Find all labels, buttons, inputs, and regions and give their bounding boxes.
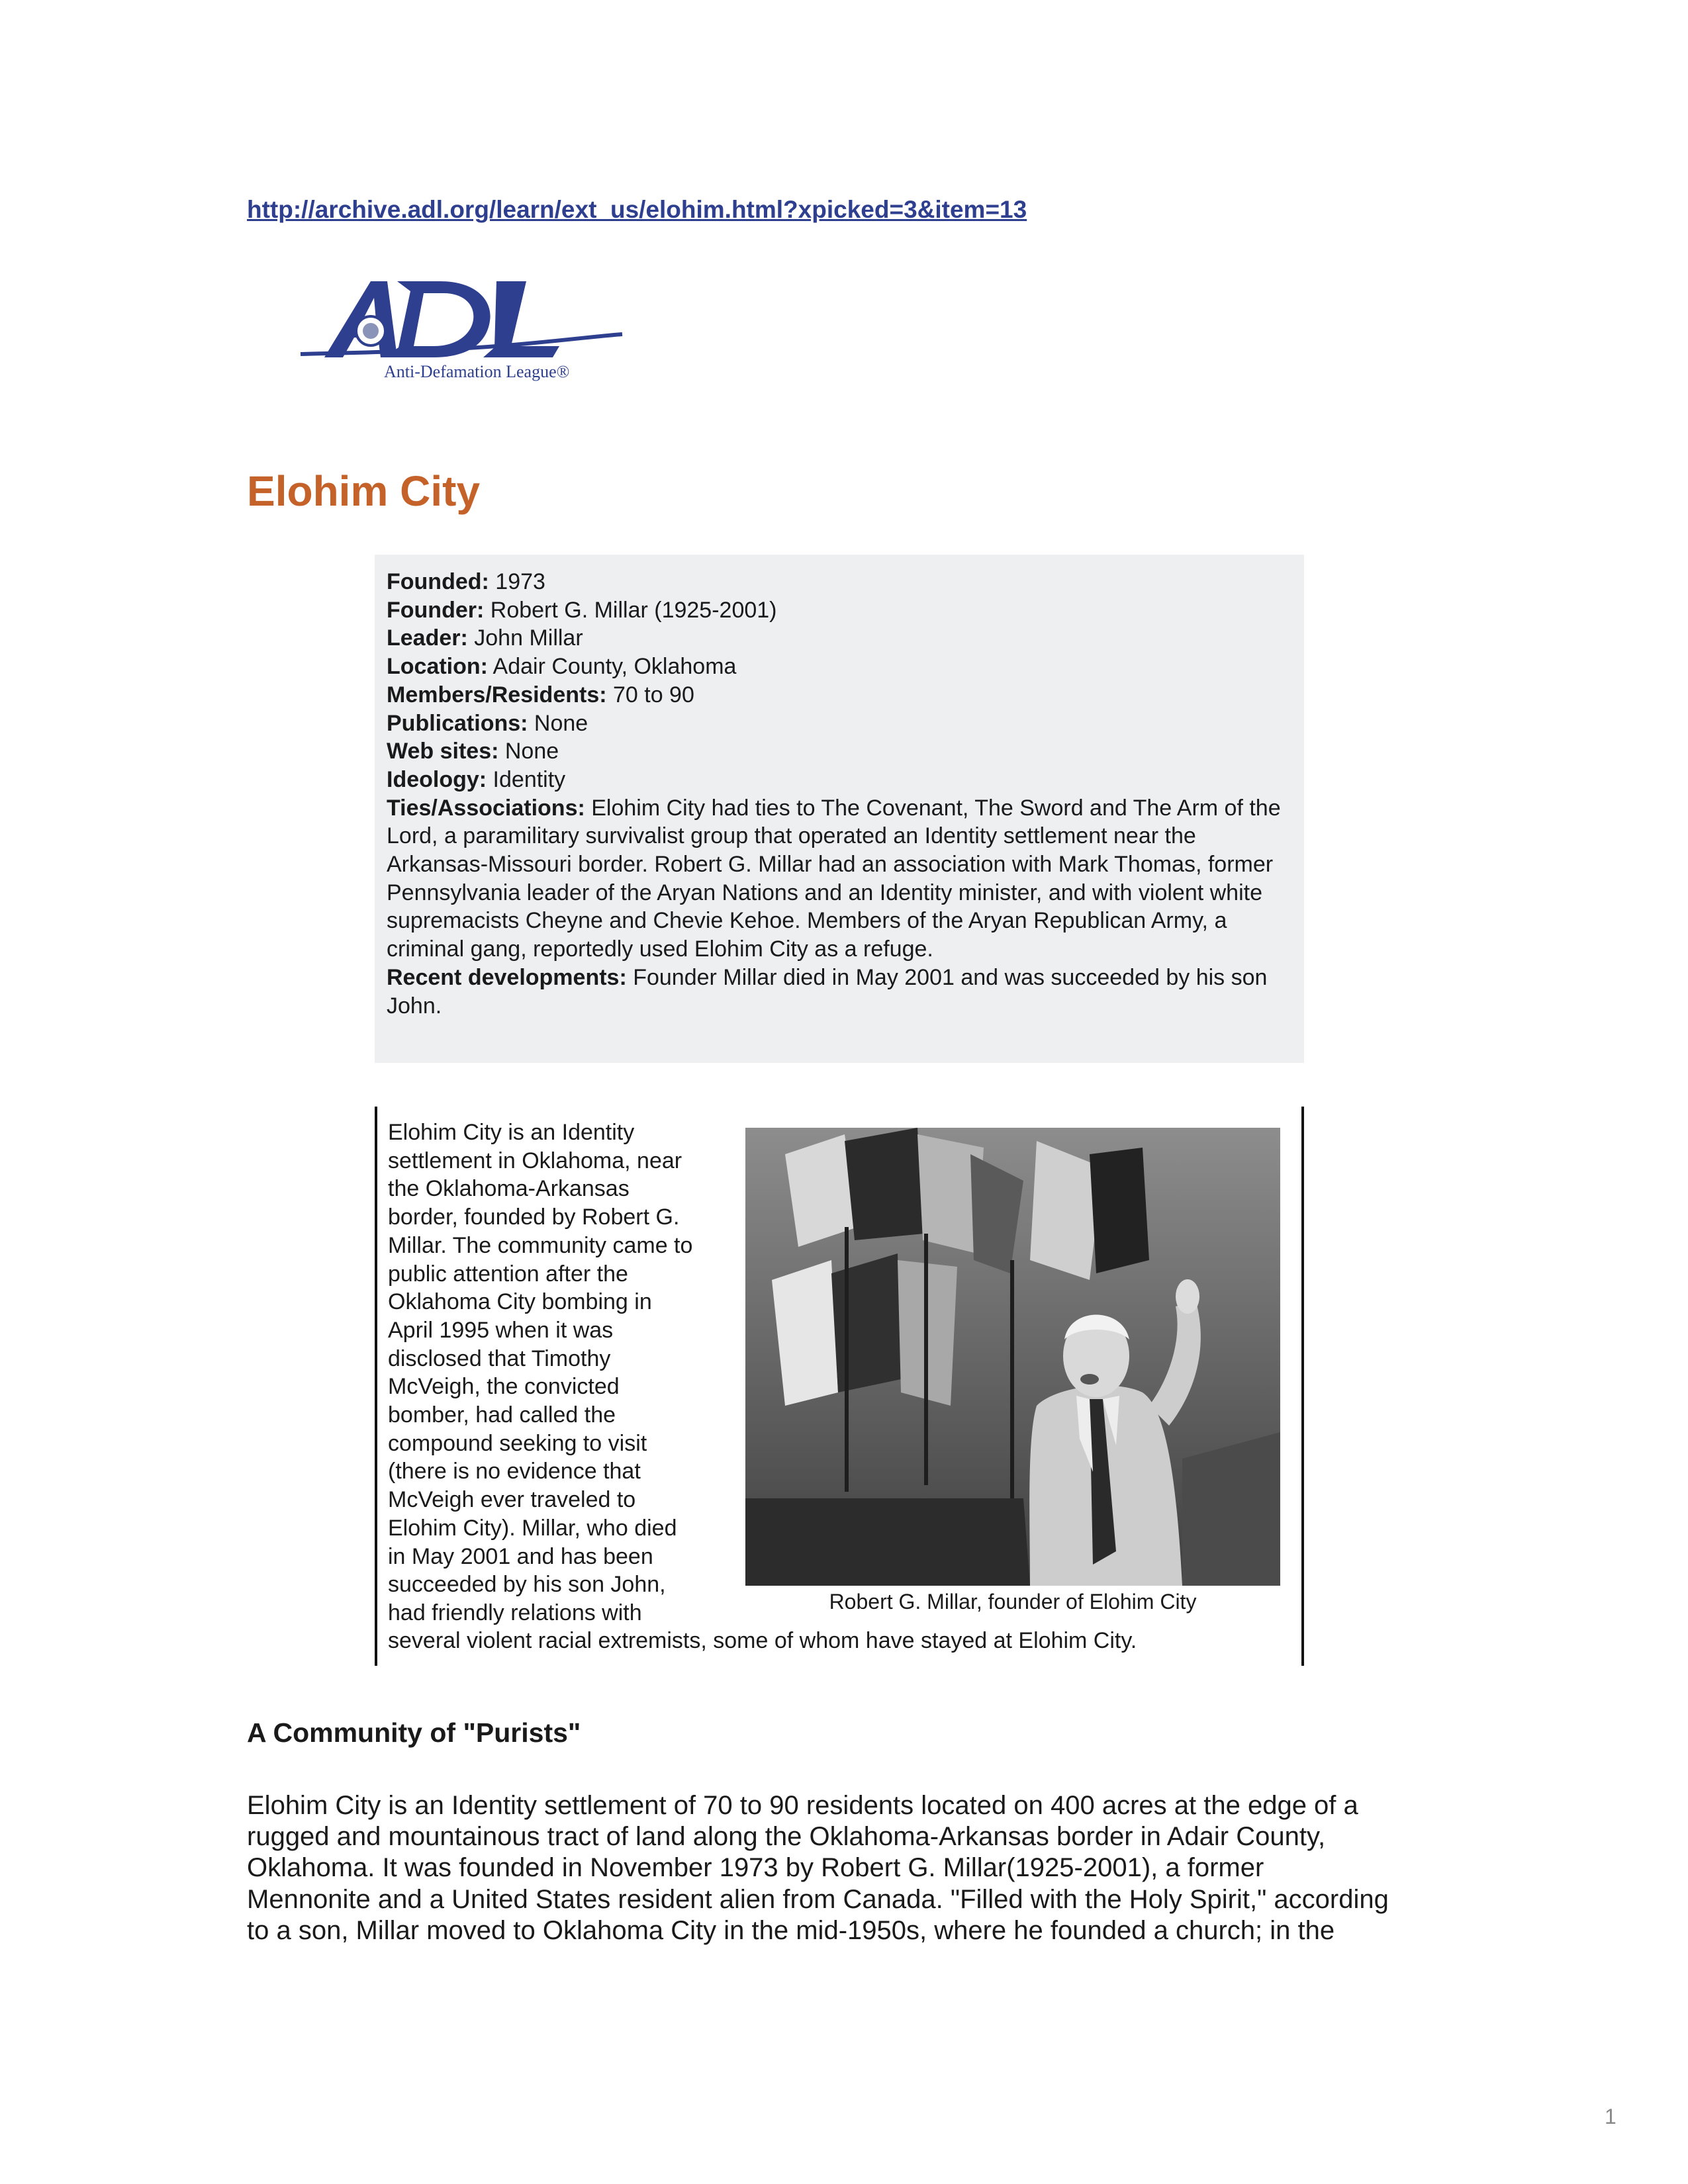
body-paragraph: Elohim City is an Identity settlement of 70 to 90 residents located on 400 acres at the edge of a rugged and mountainous tract of land along the Oklahoma-Arkansas border in Adair County, Oklahoma. It was founded in November 1973 by Robert G. Millar(1925-2001), a former Mennonite and a United States resident alien from Canada. "Filled with the Holy Spirit," according to a son, Millar moved to Oklahoma City in the mid-1950s, where he founded a church; in the	[247, 1791, 1389, 1945]
fact-row	[387, 737, 1291, 766]
fact-value: Adair County, Oklahoma	[487, 654, 737, 680]
fact-row	[387, 766, 1291, 794]
section-heading: A Community of "Purists"	[247, 1717, 581, 1748]
fact-row	[387, 964, 1291, 1020]
fact-label: Web sites:	[387, 739, 499, 764]
fact-value: None	[528, 710, 588, 736]
fact-row	[387, 794, 1291, 964]
fact-label: Recent developments:	[387, 964, 627, 990]
fact-value: Identity	[487, 766, 566, 792]
fact-row	[387, 709, 1291, 738]
logo-subtitle: Anti-Defamation League®	[384, 362, 570, 381]
feature-text: Elohim City is an Identity settlement in Oklahoma, near the Oklahoma-Arkansas border, founded by Robert G. Millar. The community came to public attention after the Oklahoma City bombing in April 1995 when it was disclosed that Timothy McVeigh, the convicted bomber, had called the compound seeking to visit (there is no evidence that McVeigh ever traveled to Elohim City). Millar, who died in May 2001 and has been succeeded by his son John, had friendly relations with	[388, 1120, 693, 1625]
page-title: Elohim City	[247, 467, 481, 515]
facts-box	[375, 555, 1304, 1063]
fact-label: Members/Residents:	[387, 682, 607, 707]
fact-value: 1973	[489, 569, 545, 594]
fact-value: Elohim City had ties to The Covenant, The Sword and The Arm of the Lord, a paramilitary survivalist group that operated an Identity settlement near the Arkansas-Missouri border. Robert G. Millar had an association with Mark Thomas, former Pennsylvania leader of the Aryan Nations and an Identity minister, and with violent white supremacists Cheyne and Chevie Kehoe. Members of the Aryan Republican Army, a criminal gang, reportedly used Elohim City as a refuge.	[387, 795, 1281, 962]
source-url-link[interactable]: http://archive.adl.org/learn/ext_us/elohim.html?xpicked=3&item=13	[247, 196, 1027, 223]
fact-label: Founder:	[387, 597, 485, 623]
fact-value: Robert G. Millar (1925-2001)	[484, 597, 777, 623]
feature-panel	[375, 1107, 1304, 1666]
fact-row	[387, 681, 1291, 709]
fact-value: 70 to 90	[606, 682, 694, 707]
fact-row	[387, 568, 1291, 596]
right-rule	[1301, 1107, 1304, 1666]
fact-label: Ties/Associations:	[387, 795, 585, 821]
fact-value: John Millar	[467, 625, 583, 651]
left-rule	[375, 1107, 377, 1666]
fact-label: Location:	[387, 654, 488, 680]
fact-label: Leader:	[387, 625, 468, 651]
adl-logo	[298, 268, 635, 400]
photo-caption: Robert G. Millar, founder of Elohim City	[829, 1590, 1197, 1614]
fact-label: Publications:	[387, 710, 528, 736]
fact-value: None	[498, 739, 559, 764]
page-number: 1	[1605, 2105, 1617, 2128]
photo-robert-millar	[745, 1128, 1280, 1586]
feature-text-tail: several violent racial extremists, some of whom have stayed at Elohim City.	[388, 1628, 1137, 1653]
fact-value: Founder Millar died in May 2001 and was succeeded by his son John.	[387, 964, 1268, 1019]
fact-row	[387, 596, 1291, 625]
fact-row	[387, 653, 1291, 681]
fact-label: Founded:	[387, 569, 489, 594]
fact-row	[387, 624, 1291, 653]
fact-label: Ideology:	[387, 766, 487, 792]
